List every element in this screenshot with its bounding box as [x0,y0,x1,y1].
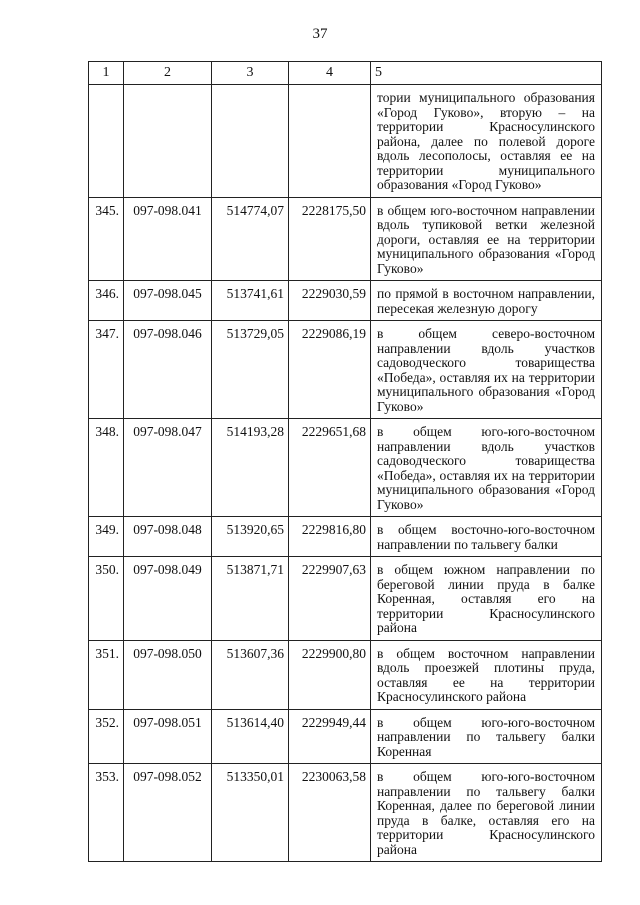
coord-x: 514774,07 [212,197,289,281]
row-number: 346. [89,281,124,321]
boundary-table [88,61,602,862]
point-code: 097-098.046 [124,321,212,419]
coord-y: 2228175,50 [289,197,371,281]
row-number: 348. [89,419,124,517]
row-number [89,85,124,198]
coord-y [289,85,371,198]
table-row [89,419,602,517]
point-code: 097-098.047 [124,419,212,517]
boundary-description: в общем восточном направлении вдоль проезжей плотины пруда, оставляя ее на территории Красносулинского района [371,640,602,709]
row-number: 347. [89,321,124,419]
boundary-description: по прямой в восточном направлении, пересекая железную дорогу [371,281,602,321]
coord-y: 2229900,80 [289,640,371,709]
coord-y: 2229949,44 [289,709,371,764]
boundary-description: в общем северо-восточном направлении вдоль участков садоводческого товарищества «Победа», оставляя их на территории муниципального образования «Город Гуково» [371,321,602,419]
coord-x: 513607,36 [212,640,289,709]
row-number: 350. [89,557,124,641]
boundary-description: в общем восточно-юго-восточном направлении по тальвегу балки [371,517,602,557]
boundary-description: в общем юго-восточном направлении вдоль тупиковой ветки железной дороги, оставляя ее на территории муниципального образования «Город Гуково» [371,197,602,281]
coord-x: 513729,05 [212,321,289,419]
coord-y: 2230063,58 [289,764,371,862]
point-code [124,85,212,198]
table-row [89,321,602,419]
row-number: 351. [89,640,124,709]
row-number: 345. [89,197,124,281]
table-row [89,281,602,321]
point-code: 097-098.050 [124,640,212,709]
coord-x: 513741,61 [212,281,289,321]
table-row [89,197,602,281]
row-number: 352. [89,709,124,764]
header-col-4: 4 [289,62,371,85]
point-code: 097-098.045 [124,281,212,321]
table-row [89,640,602,709]
coord-x [212,85,289,198]
table-row [89,557,602,641]
header-col-5: 5 [371,62,602,85]
table-row [89,85,602,198]
boundary-description: в общем южном направлении по береговой линии пруда в балке Коренная, оставляя его на территории Красносулинского района [371,557,602,641]
boundary-description: в общем юго-юго-восточном направлении по тальвегу балки Коренная [371,709,602,764]
coord-y: 2229651,68 [289,419,371,517]
row-number: 349. [89,517,124,557]
coord-y: 2229907,63 [289,557,371,641]
header-row [89,62,602,85]
coord-x: 514193,28 [212,419,289,517]
coord-y: 2229816,80 [289,517,371,557]
row-number: 353. [89,764,124,862]
header-col-1: 1 [89,62,124,85]
coord-x: 513871,71 [212,557,289,641]
page-number: 37 [312,26,328,42]
point-code: 097-098.052 [124,764,212,862]
coord-y: 2229030,59 [289,281,371,321]
point-code: 097-098.041 [124,197,212,281]
point-code: 097-098.051 [124,709,212,764]
point-code: 097-098.048 [124,517,212,557]
header-col-3: 3 [212,62,289,85]
table-row [89,517,602,557]
boundary-description: в общем юго-юго-восточном направлении по тальвегу балки Коренная, далее по береговой линии пруда в балке, оставляя его на территории Красносулинского района [371,764,602,862]
point-code: 097-098.049 [124,557,212,641]
coord-y: 2229086,19 [289,321,371,419]
header-col-2: 2 [124,62,212,85]
table-row [89,764,602,862]
boundary-description: в общем юго-юго-восточном направлении вдоль участков садоводческого товарищества «Победа», оставляя их на территории муниципального образования «Город Гуково» [371,419,602,517]
coord-x: 513920,65 [212,517,289,557]
table-row [89,709,602,764]
coord-x: 513350,01 [212,764,289,862]
boundary-description: тории муниципального образования «Город Гуково», вторую – на территории Красносулинского района, далее по полевой дороге вдоль лесополосы, оставляя ее на территории муниципального образования «Город Гуково» [371,85,602,198]
coord-x: 513614,40 [212,709,289,764]
